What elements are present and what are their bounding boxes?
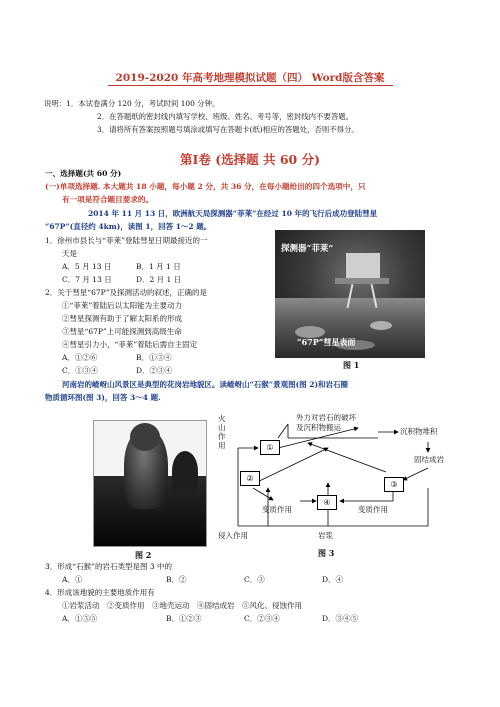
q3-option-a[interactable]: A．① xyxy=(62,575,83,584)
sediment-label: 沉积物堆积 xyxy=(400,427,438,436)
lander-panel xyxy=(335,278,389,284)
consolidation-to-3-arrow xyxy=(403,468,428,480)
metamorphism-right-label: 变质作用 xyxy=(358,505,388,514)
section-sub-line-1: (一)单项选择题. 本大题共 18 小题，每小题 2 分，共 36 分，在每小题给出的四个选项中，只 xyxy=(45,182,366,191)
figure-3-label: 图 3 xyxy=(318,548,335,558)
volcano-label: 火山作用 xyxy=(218,414,226,450)
q4-option-d[interactable]: D．③④⑤ xyxy=(322,614,359,623)
part-heading: 第Ⅰ卷 (选择题 共 60 分) xyxy=(180,152,320,167)
q2-stem: 2．关于彗星“67P”及探测活动的叙述，正确的是 xyxy=(45,288,208,297)
q4-option-b[interactable]: B．①②③ xyxy=(166,614,202,623)
rock-box-3: ③ xyxy=(384,477,404,492)
intrusion-label: 侵入作用 xyxy=(218,531,248,540)
note-line-1: 说明：1．本试卷满分 120 分，考试时间 100 分钟。 xyxy=(44,99,220,108)
q4-option-a[interactable]: A．①③⑤ xyxy=(62,614,98,623)
q1-option-b[interactable]: B．1 月 1 日 xyxy=(136,262,181,271)
tree xyxy=(172,451,198,491)
intro-2-line-2: 物质循环图(图 3)，回答 3～4 题. xyxy=(45,393,161,402)
q4-stem: 4．形成该地貌的主要地质作用有 xyxy=(45,588,155,597)
rock-box-1: ① xyxy=(260,440,280,455)
metamorphism-left-label: 变质作用 xyxy=(262,505,292,514)
weathering-label-1: 外力对岩石的破坏 xyxy=(296,413,356,422)
q2-option-a[interactable]: A．①②⑥ xyxy=(62,353,98,362)
rock xyxy=(370,321,392,330)
q1-stem-line-2: 天是 xyxy=(62,249,77,258)
q2-option-d[interactable]: D．②③④ xyxy=(136,366,173,375)
q2-statement-1: ①“菲莱”着陆后以太阳能为主要动力 xyxy=(62,301,183,310)
q2-statement-4: ④彗星引力小，“菲莱”着陆后需自主固定 xyxy=(62,340,198,349)
section-sub-line-2: 有一项是符合题目要求的。 xyxy=(62,195,154,204)
figure-2-label: 图 2 xyxy=(135,550,152,560)
q3-option-d[interactable]: D．④ xyxy=(322,575,344,584)
q3-stem: 3．形成“石猴”的岩石类型是图 3 中的 xyxy=(45,562,172,571)
intro-1-line-2: “67P”(直径约 4km)，读图 1，回答 1～2 题。 xyxy=(45,222,212,231)
q2-statement-2: ②彗星探测有助于了解太阳系的形成 xyxy=(62,314,182,323)
figure-1-photo xyxy=(275,230,425,358)
rock-box-4: ④ xyxy=(317,495,337,510)
q2-option-b[interactable]: B．①③④ xyxy=(136,353,172,362)
note-line-2: 2．在答题纸的密封线内填写学校、班级、姓名、考号等，密封线内不要答题。 xyxy=(97,112,353,121)
weathering-label-2: 及沉积物搬运 xyxy=(296,423,341,432)
figure-1-label: 图 1 xyxy=(343,360,360,370)
figure-1-caption-top: 探测器“菲莱” xyxy=(281,244,334,254)
q3-option-b[interactable]: B．② xyxy=(166,575,187,584)
section-heading: 一、选择题(共 60 分) xyxy=(45,169,122,178)
stone-monkey-head xyxy=(130,423,160,451)
rock-box-2: ② xyxy=(240,471,260,486)
magma-label: 岩浆 xyxy=(318,531,333,540)
title-underline xyxy=(108,85,393,86)
figure-2-photo xyxy=(93,420,207,547)
q1-stem-line-1: 1．徐州市县长与“菲莱”登陆彗星日期最接近的一 xyxy=(45,236,208,245)
q2-option-c[interactable]: C．①③④ xyxy=(62,366,98,375)
q1-option-d[interactable]: D．2 月 1 日 xyxy=(136,275,182,284)
intro-2-line-1: 河南岩的嵖岈山风景区是典型的花岗岩地貌区。读嵖岈山“石猴”景观图(图 2)和岩石圈 xyxy=(62,380,349,389)
document-title: 2019-2020 年高考地理模拟试题（四） Word版含答案 xyxy=(115,72,385,84)
q2-statement-3: ③彗星“67P”上可能探测到高级生命 xyxy=(62,327,182,336)
note-line-3: 3．请将所有答案按照题号填涂或填写在答题卡(纸)相应的答题处，否则不得分。 xyxy=(97,125,359,134)
q4-option-c[interactable]: C．②③④ xyxy=(244,614,280,623)
q1-option-a[interactable]: A．5 月 13 日 xyxy=(62,262,112,271)
q1-option-c[interactable]: C．7 月 13 日 xyxy=(62,275,112,284)
intro-1-line-1: 2014 年 11 月 13 日，欧洲航天局探测器“菲莱”在经过 10 年的飞行后成功登陆彗星 xyxy=(88,209,378,218)
consolidation-label: 固结成岩 xyxy=(414,455,444,464)
3-to-weathering-arrow xyxy=(308,443,386,472)
figure-3-rock-cycle xyxy=(218,408,468,548)
figure-1-caption-bottom: “67P”彗星表面 xyxy=(297,337,356,347)
2-to-metamorphism-arrow xyxy=(253,488,273,500)
q4-items: ①岩浆活动 ②变质作用 ③地壳运动 ④固结成岩 ⑤风化、侵蚀作用 xyxy=(62,601,302,610)
q3-option-c[interactable]: C．③ xyxy=(244,575,265,584)
